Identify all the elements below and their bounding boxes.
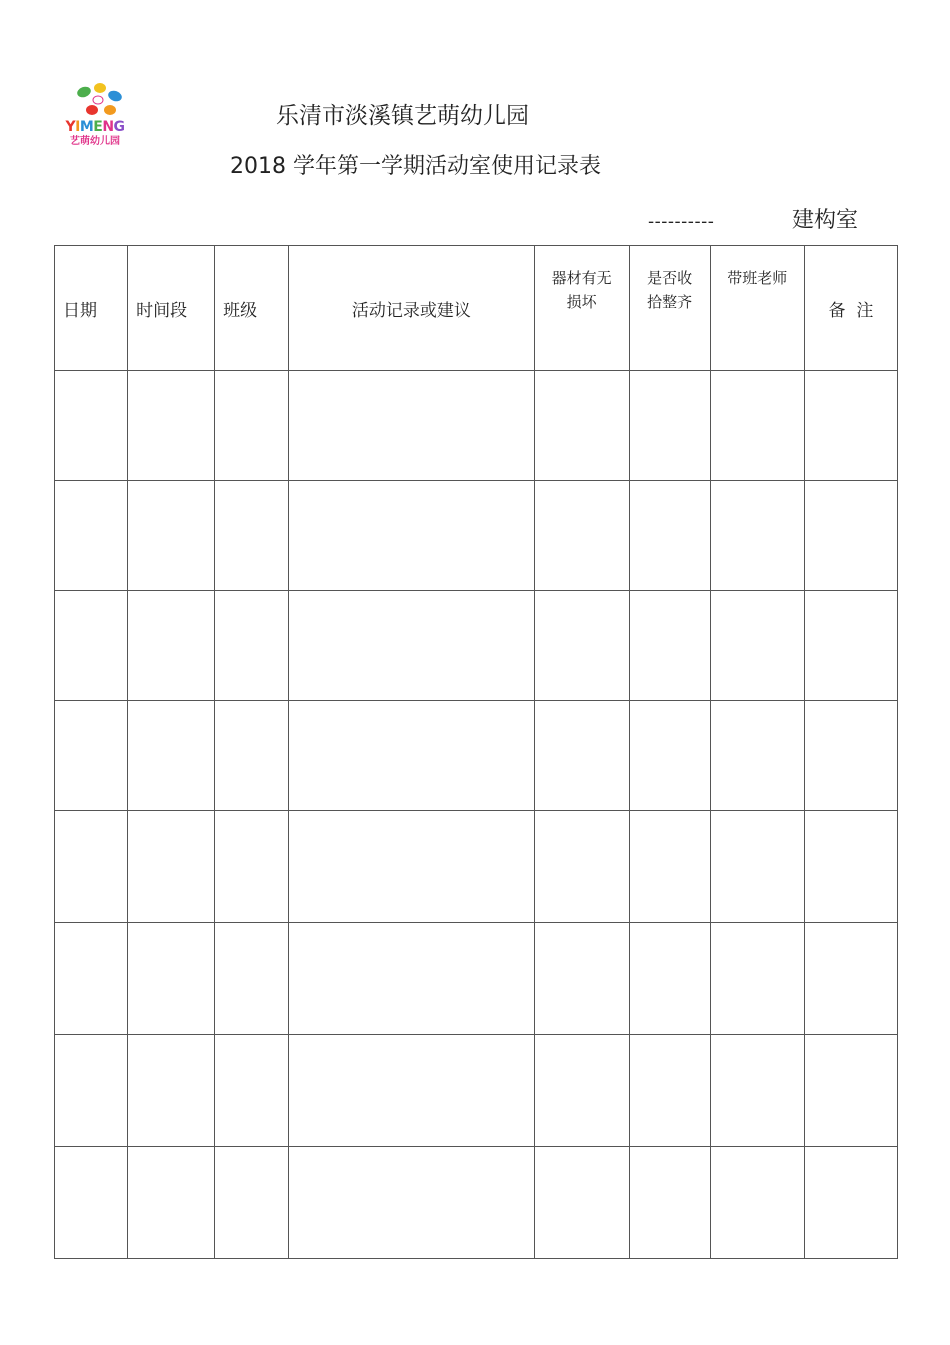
table-row [55, 1147, 898, 1259]
teacher-cell[interactable] [710, 811, 804, 923]
teacher-cell[interactable] [710, 371, 804, 481]
class-cell[interactable] [215, 811, 289, 923]
logo-letter: Y [65, 119, 76, 135]
form-title: 2018 学年第一学期活动室使用记录表 [230, 154, 601, 179]
remarks-cell[interactable] [804, 481, 897, 591]
column-header-activity-record: 活动记录或建议 [289, 246, 534, 371]
column-header-time-slot: 时间段 [128, 246, 215, 371]
remarks-cell[interactable] [804, 591, 897, 701]
logo-letter: N [102, 119, 114, 135]
activity-record-cell[interactable] [289, 1035, 534, 1147]
tidied-up-cell[interactable] [629, 923, 710, 1035]
tidied-up-cell[interactable] [629, 701, 710, 811]
header-line: 拾整齐 [647, 293, 693, 311]
usage-record-table [54, 245, 898, 1259]
table-row [55, 1035, 898, 1147]
school-name: 乐清市淡溪镇艺萌幼儿园 [276, 103, 529, 129]
time-slot-cell[interactable] [128, 591, 215, 701]
activity-record-cell[interactable] [289, 371, 534, 481]
time-slot-cell[interactable] [128, 923, 215, 1035]
teacher-cell[interactable] [710, 591, 804, 701]
tidied-up-cell[interactable] [629, 1147, 710, 1259]
column-header-tidied-up [629, 246, 710, 371]
remarks-cell[interactable] [804, 923, 897, 1035]
logo-subtitle: 艺萌幼儿园 [70, 136, 120, 147]
date-cell[interactable] [55, 371, 128, 481]
date-cell[interactable] [55, 1035, 128, 1147]
table-row [55, 481, 898, 591]
logo-letter: I [75, 119, 80, 135]
column-header-remarks: 备 注 [804, 246, 897, 371]
teacher-cell[interactable] [710, 923, 804, 1035]
remarks-cell[interactable] [804, 811, 897, 923]
remarks-cell[interactable] [804, 701, 897, 811]
activity-record-cell[interactable] [289, 923, 534, 1035]
table-header-row [55, 246, 898, 371]
teacher-cell[interactable] [710, 481, 804, 591]
tidied-up-cell[interactable] [629, 371, 710, 481]
equipment-damage-cell[interactable] [534, 371, 629, 481]
class-cell[interactable] [215, 481, 289, 591]
date-cell[interactable] [55, 701, 128, 811]
equipment-damage-cell[interactable] [534, 923, 629, 1035]
remarks-cell[interactable] [804, 1035, 897, 1147]
header-line: 损坏 [566, 293, 597, 311]
tidied-up-cell[interactable] [629, 1035, 710, 1147]
table-row [55, 371, 898, 481]
class-cell[interactable] [215, 371, 289, 481]
time-slot-cell[interactable] [128, 1147, 215, 1259]
time-slot-cell[interactable] [128, 481, 215, 591]
tidied-up-cell[interactable] [629, 591, 710, 701]
teacher-cell[interactable] [710, 1147, 804, 1259]
date-cell[interactable] [55, 1147, 128, 1259]
equipment-damage-cell[interactable] [534, 1035, 629, 1147]
activity-record-cell[interactable] [289, 1147, 534, 1259]
table-body [55, 371, 898, 1259]
date-cell[interactable] [55, 591, 128, 701]
date-cell[interactable] [55, 923, 128, 1035]
remarks-cell[interactable] [804, 1147, 897, 1259]
time-slot-cell[interactable] [128, 811, 215, 923]
logo-letter: M [79, 119, 94, 135]
class-cell[interactable] [215, 701, 289, 811]
equipment-damage-cell[interactable] [534, 591, 629, 701]
activity-record-cell[interactable] [289, 811, 534, 923]
time-slot-cell[interactable] [128, 701, 215, 811]
column-header-equipment-damage [534, 246, 629, 371]
class-cell[interactable] [215, 591, 289, 701]
equipment-damage-cell[interactable] [534, 811, 629, 923]
teacher-cell[interactable] [710, 1035, 804, 1147]
column-header-date: 日期 [55, 246, 128, 371]
class-cell[interactable] [215, 923, 289, 1035]
room-name: 建构室 [792, 208, 859, 233]
kindergarten-logo [60, 80, 130, 155]
table-row [55, 591, 898, 701]
logo-letter: E [93, 119, 103, 135]
equipment-damage-cell[interactable] [534, 1147, 629, 1259]
time-slot-cell[interactable] [128, 371, 215, 481]
table-row [55, 923, 898, 1035]
equipment-damage-cell[interactable] [534, 701, 629, 811]
header-line: 是否收 [647, 269, 693, 287]
equipment-damage-cell[interactable] [534, 481, 629, 591]
room-blank: ---------- [648, 212, 715, 232]
date-cell[interactable] [55, 481, 128, 591]
activity-record-cell[interactable] [289, 481, 534, 591]
tidied-up-cell[interactable] [629, 811, 710, 923]
class-cell[interactable] [215, 1035, 289, 1147]
header-line: 带班老师 [727, 269, 788, 287]
tidied-up-cell[interactable] [629, 481, 710, 591]
activity-record-cell[interactable] [289, 591, 534, 701]
logo-letter: G [113, 119, 125, 135]
teacher-cell[interactable] [710, 701, 804, 811]
class-cell[interactable] [215, 1147, 289, 1259]
date-cell[interactable] [55, 811, 128, 923]
time-slot-cell[interactable] [128, 1035, 215, 1147]
column-header-class: 班级 [215, 246, 289, 371]
logo-wordmark [60, 120, 130, 134]
remarks-cell[interactable] [804, 371, 897, 481]
table-row [55, 701, 898, 811]
table-row [55, 811, 898, 923]
column-header-teacher [710, 246, 804, 371]
header-line: 器材有无 [551, 269, 612, 287]
activity-record-cell[interactable] [289, 701, 534, 811]
